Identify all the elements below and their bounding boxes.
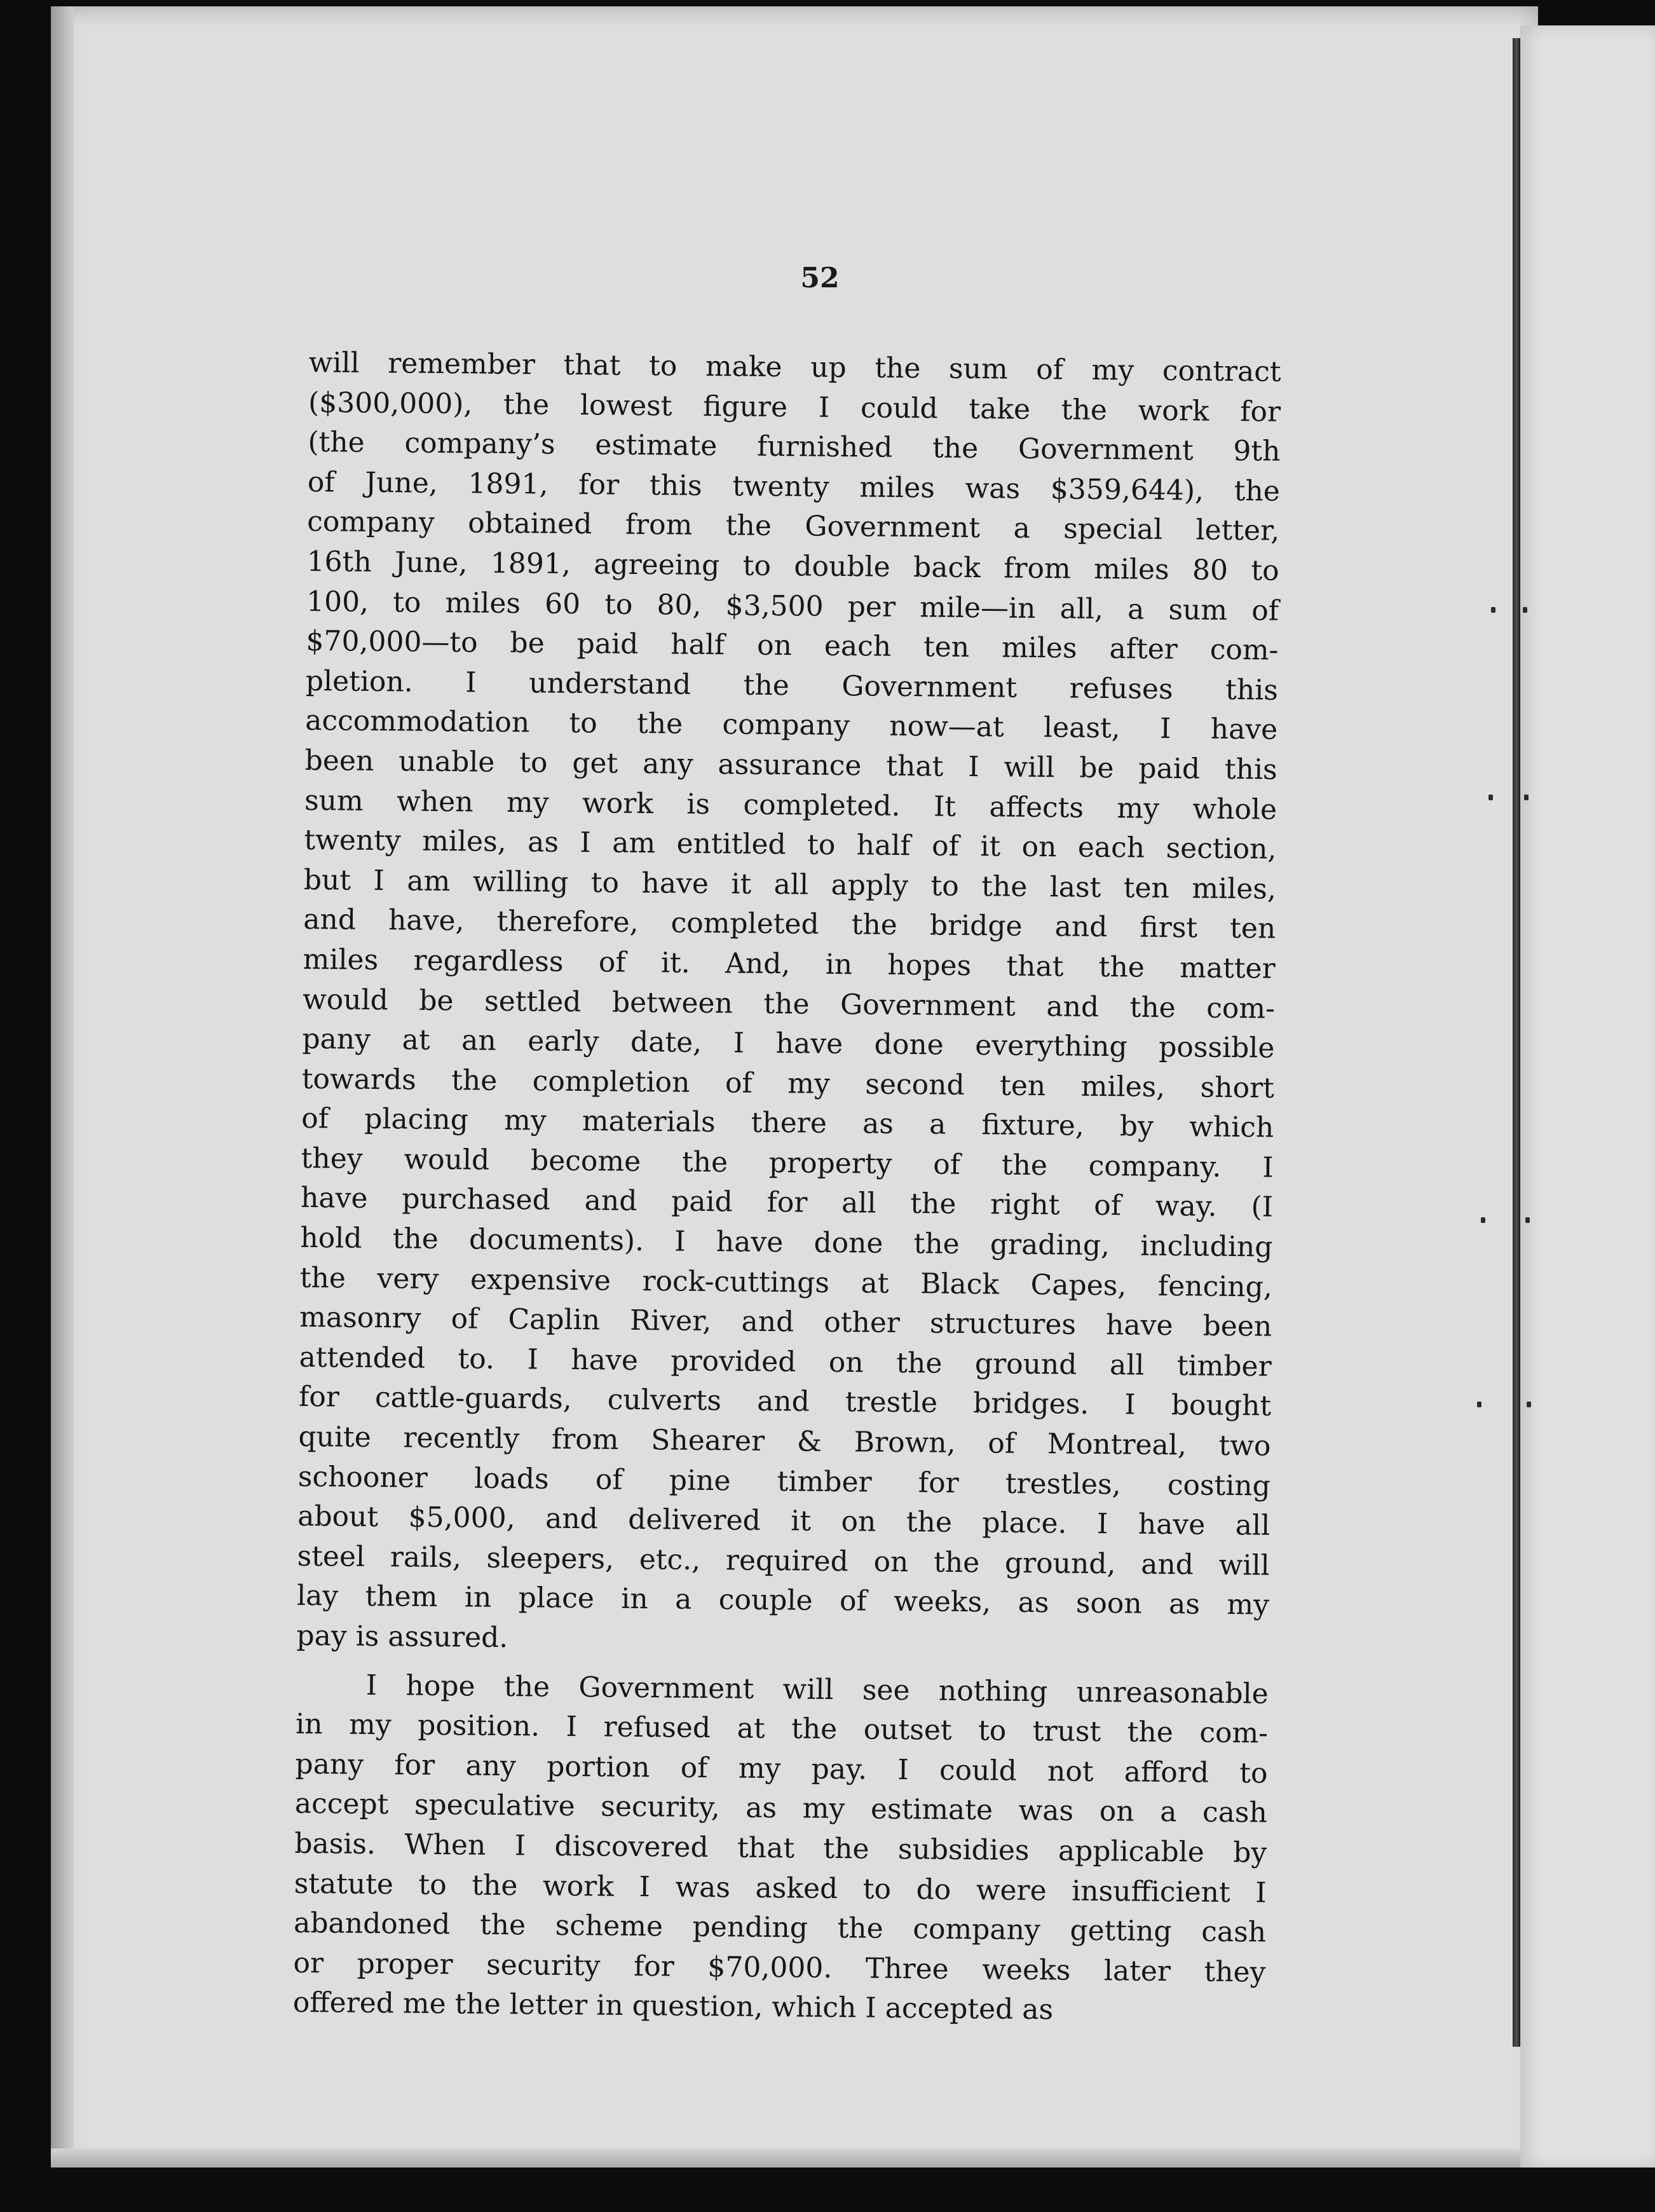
text-line: about $5,000, and delivered it on the place. I have all (297, 1500, 1270, 1542)
paragraph (296, 343, 1281, 1665)
text-line: I hope the Government will see nothing unreasonable (365, 1669, 1269, 1710)
speck-mark (1491, 607, 1495, 613)
text-line: they would become the property of the company. I (301, 1142, 1274, 1184)
speck-mark (1524, 795, 1529, 800)
text-line: $70,000—to be paid half on each ten miles after com- (306, 625, 1279, 667)
text-line: sum when my work is completed. It affects my whole (304, 784, 1277, 826)
text-line: and have, therefore, completed the bridge and first ten (303, 903, 1276, 945)
text-line: or proper security for $70,000. Three weeks later they (293, 1946, 1266, 1989)
text-line: accommodation to the company now—at least, I have (305, 704, 1278, 747)
text-line: 100, to miles 60 to 80, $3,500 per mile—in all, a sum of (306, 585, 1279, 627)
text-line: the very expensive rock-cuttings at Black Capes, fencing, (299, 1261, 1273, 1304)
text-line: lay them in place in a couple of weeks, as soon as my (296, 1580, 1270, 1622)
text-line: twenty miles, as I am entitled to half of it on each section, (304, 824, 1277, 866)
speck-mark (1523, 607, 1527, 613)
book-gutter (1513, 38, 1520, 2047)
text-line: miles regardless of it. And, in hopes that the matter (303, 943, 1276, 985)
text-line: accept speculative security, as my estimate was on a cash (294, 1787, 1268, 1829)
text-line: pay is assured. (296, 1619, 508, 1655)
text-line: in my position. I refused at the outset to trust the com- (295, 1708, 1269, 1750)
text-line: company obtained from the Government a special letter, (307, 505, 1280, 548)
text-line: schooner loads of pine timber for trestles, costing (297, 1460, 1271, 1503)
speck-mark (1481, 1217, 1485, 1223)
text-line: ($300,000), the lowest figure I could take the work for (308, 386, 1281, 428)
speck-mark (1527, 1402, 1531, 1407)
text-line: hold the documents). I have done the grading, including (300, 1221, 1273, 1264)
text-line: 16th June, 1891, agreeing to double back from miles 80 to (306, 545, 1279, 587)
text-line: been unable to get any assurance that I will be paid this (304, 744, 1277, 786)
text-line: (the company’s estimate furnished the Government 9th (308, 426, 1281, 468)
text-line: towards the completion of my second ten miles, short (301, 1062, 1275, 1105)
left-page-edge (51, 6, 74, 2168)
text-line: of June, 1891, for this twenty miles was $359,644), the (307, 465, 1281, 508)
text-line: quite recently from Shearer & Brown, of Montreal, two (298, 1420, 1271, 1463)
text-line: basis. When I discovered that the subsidies applicable by (294, 1827, 1267, 1869)
text-line: pany at an early date, I have done everything possible (302, 1023, 1275, 1065)
text-line: offered me the letter in question, which I accepted as (292, 1986, 1054, 2026)
text-line: but I am willing to have it all apply to the last ten miles, (303, 863, 1277, 906)
text-line: abandoned the scheme pending the company getting cash (293, 1907, 1267, 1949)
page-number: 52 (800, 262, 840, 294)
text-line: statute to the work I was asked to do were insufficient I (294, 1867, 1267, 1909)
text-line: attended to. I have provided on the ground all timber (299, 1341, 1272, 1383)
speck-mark (1525, 1217, 1530, 1223)
body-text (293, 343, 1281, 2033)
bottom-page-edge (51, 2148, 1538, 2168)
text-line: will remember that to make up the sum of my contract (308, 346, 1281, 388)
text-line: masonry of Caplin River, and other structures have been (299, 1301, 1272, 1343)
right-page (1520, 25, 1655, 2168)
text-line: for cattle-guards, culverts and trestle bridges. I bought (298, 1381, 1272, 1423)
text-line: pletion. I understand the Government refuses this (305, 664, 1279, 707)
text-line: have purchased and paid for all the right of way. (I (300, 1182, 1274, 1224)
speck-mark (1477, 1402, 1481, 1407)
text-line: would be settled between the Government and the com- (302, 983, 1276, 1025)
paragraph (293, 1665, 1269, 2032)
text-line: of placing my materials there as a fixture, by which (301, 1102, 1274, 1144)
speck-mark (1488, 795, 1493, 800)
text-line: steel rails, sleepers, etc., required on the ground, and will (297, 1540, 1270, 1582)
text-line: pany for any portion of my pay. I could not afford to (295, 1747, 1268, 1790)
